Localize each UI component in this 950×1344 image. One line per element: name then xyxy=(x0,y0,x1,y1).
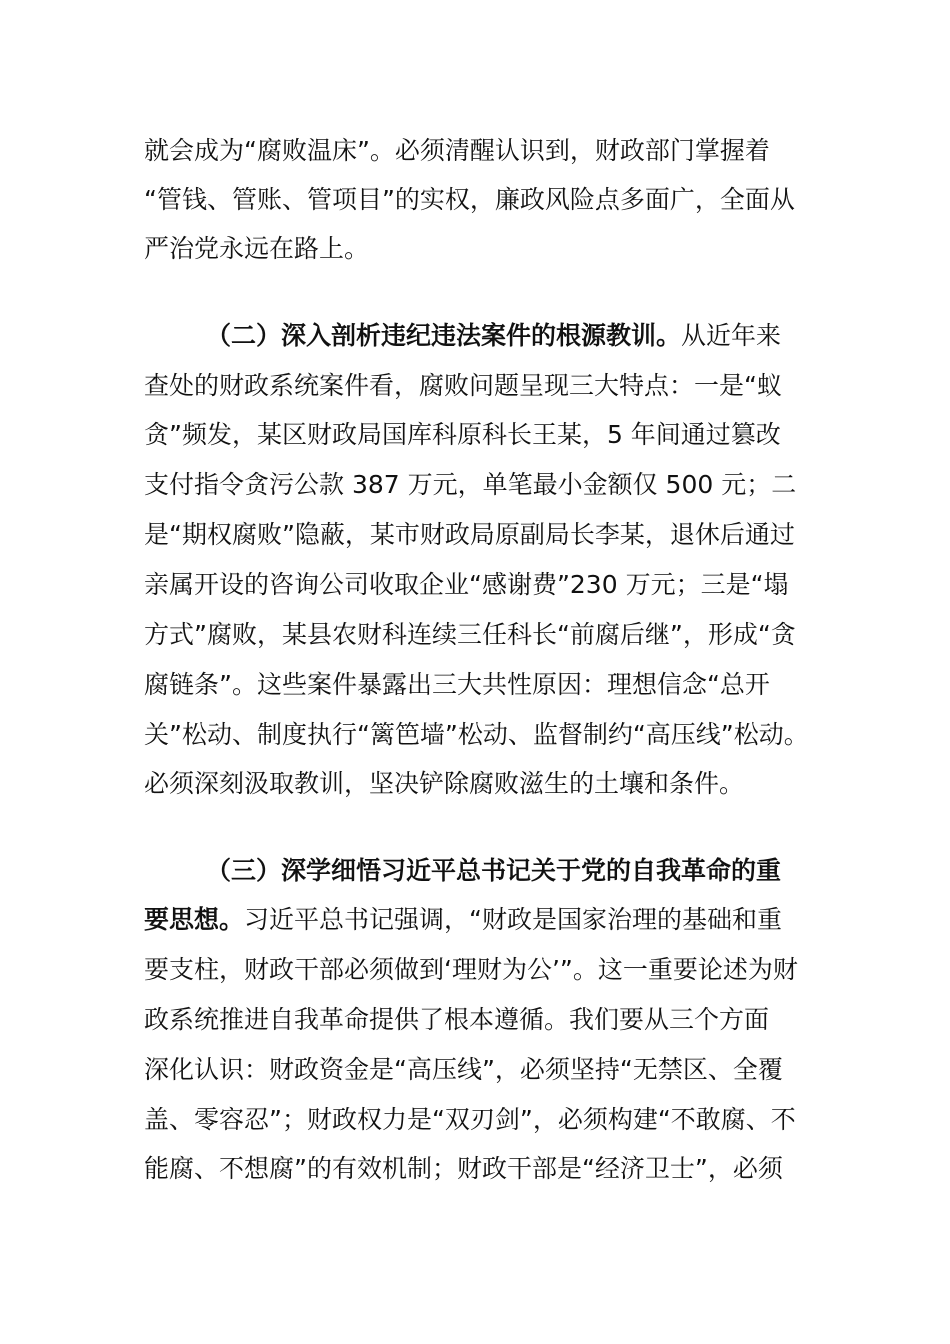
text-line: 必须深刻汲取教训，坚决铲除腐败滋生的土壤和条件。 xyxy=(144,769,745,798)
text-line: 政系统推进自我革命提供了根本遵循。我们要从三个方面 xyxy=(144,1005,770,1034)
text-line: “管钱、管账、管项目”的实权，廉政风险点多面广，全面从 xyxy=(144,185,795,214)
text-line: 方式”腐败，某县农财科连续三任科长“前腐后继”，形成“贪 xyxy=(144,620,796,649)
text-line: 要支柱，财政干部必须做到‘理财为公’”。这一重要论述为财 xyxy=(144,955,798,984)
section-heading: （三）深学细悟习近平总书记关于党的自我革命的重 xyxy=(206,856,782,885)
text-line: 能腐、不想腐”的有效机制；财政干部是“经济卫士”，必须 xyxy=(144,1154,783,1183)
text-line: 关”松动、制度执行“篱笆墙”松动、监督制约“高压线”松动。 xyxy=(144,720,809,749)
text-line xyxy=(206,316,814,356)
text-line: 盖、零容忍”；财政权力是“双刃剑”，必须构建“不敢腐、不 xyxy=(144,1105,796,1134)
text-line: 贪”频发，某区财政局国库科原科长王某，5 年间通过篡改 xyxy=(144,420,781,449)
text-line: 腐链条”。这些案件暴露出三大共性原因：理想信念“总开 xyxy=(144,670,770,699)
text-line xyxy=(144,900,814,940)
text-line: 是“期权腐败”隐蔽，某市财政局原副局长李某，退休后通过 xyxy=(144,520,795,549)
text-line: 支付指令贪污公款 387 万元，单笔最小金额仅 500 元；二 xyxy=(144,470,797,499)
text-line: 查处的财政系统案件看，腐败问题呈现三大特点：一是“蚁 xyxy=(144,371,782,400)
text-line: 深化认识：财政资金是“高压线”，必须坚持“无禁区、全覆 xyxy=(144,1055,783,1084)
text-line: 严治党永远在路上。 xyxy=(144,234,370,263)
text-run: 从近年来 xyxy=(681,321,782,350)
section-heading: 要思想。 xyxy=(144,905,245,934)
text-line: 就会成为“腐败温床”。必须清醒认识到，财政部门掌握着 xyxy=(144,136,770,165)
section-heading: （二）深入剖析违纪违法案件的根源教训。 xyxy=(206,321,682,350)
text-line: 亲属开设的咨询公司收取企业“感谢费”230 万元；三是“塌 xyxy=(144,570,789,599)
text-run: 习近平总书记强调，“财政是国家治理的基础和重 xyxy=(244,905,782,934)
